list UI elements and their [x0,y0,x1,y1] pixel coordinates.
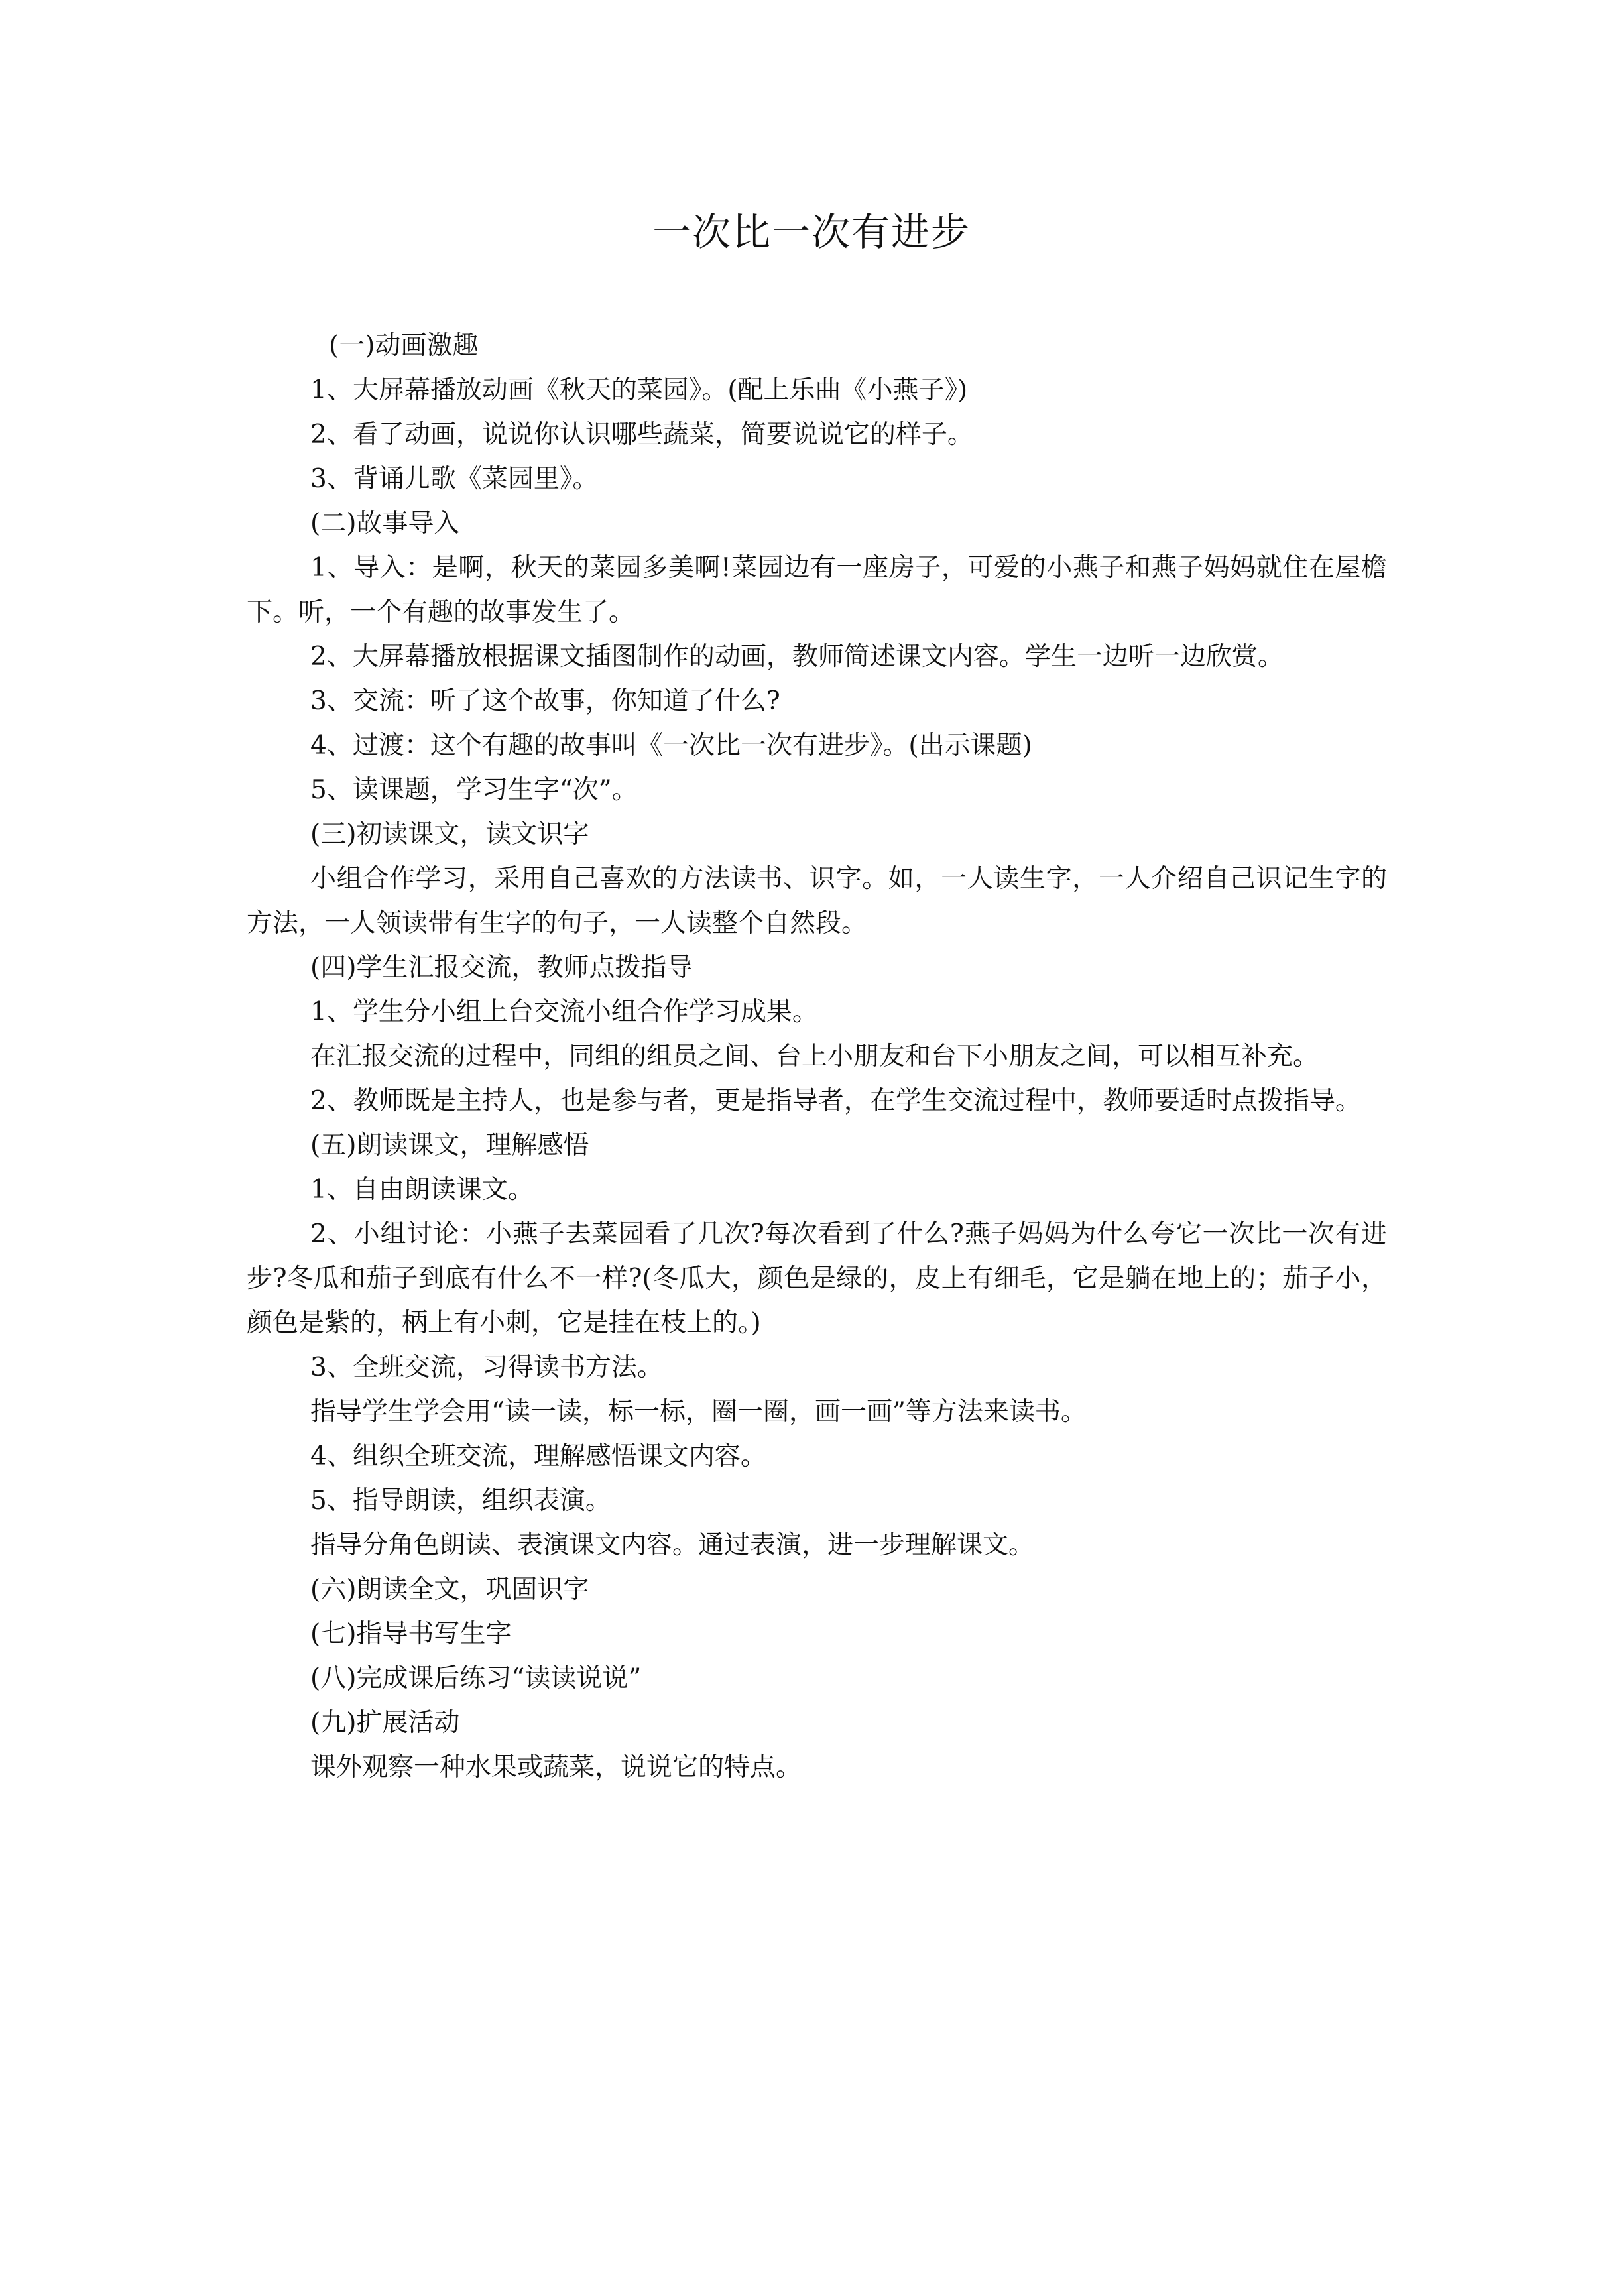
paragraph: 指导学生学会用“读一读，标一标，圈一圈，画一画”等方法来读书。 [310,1397,1087,1427]
paragraph: 4、组织全班交流，理解感悟课文内容。 [310,1441,766,1471]
paragraph: 1、大屏幕播放动画《秋天的菜园》。(配上乐曲《小燕子》) [310,375,968,405]
section-heading-9: (九)扩展活动 [310,1708,460,1738]
paragraph: 1、导入：是啊，秋天的菜园多美啊!菜园边有一座房子，可爱的小燕子和燕子妈妈就住在屋檐下。听，一个有趣的故事发生了。 [247,553,1387,627]
paragraph: 5、读课题，学习生字“次”。 [310,775,638,805]
section-heading-3: (三)初读课文，读文识字 [310,819,589,849]
paragraph: 指导分角色朗读、表演课文内容。通过表演，进一步理解课文。 [310,1530,1035,1560]
section-heading-4: (四)学生汇报交流，教师点拨指导 [310,953,693,983]
paragraph: 3、交流：听了这个故事，你知道了什么? [310,686,780,716]
section-heading-5: (五)朗读课文，理解感悟 [310,1130,589,1160]
section-heading-6: (六)朗读全文，巩固识字 [310,1575,589,1604]
section-heading-8: (八)完成课后练习“读读说说” [310,1663,642,1693]
paragraph: 3、全班交流，习得读书方法。 [310,1353,663,1382]
section-heading-1: (一)动画激趣 [329,331,479,361]
paragraph: 2、小组讨论：小燕子去菜园看了几次?每次看到了什么?燕子妈妈为什么夸它一次比一次有进步?冬瓜和茄子到底有什么不一样?(冬瓜大，颜色是绿的，皮上有细毛，它是躺在地上的；茄子小，颜色是紫的，柄上有小刺，它是挂在枝上的。) [247,1219,1387,1338]
paragraph: 3、背诵儿歌《菜园里》。 [310,464,599,494]
paragraph: 课外观察一种水果或蔬菜，说说它的特点。 [310,1752,802,1782]
paragraph: 小组合作学习，采用自己喜欢的方法读书、识字。如，一人读生字，一人介绍自己识记生字的方法，一人领读带有生字的句子，一人读整个自然段。 [247,864,1387,938]
paragraph: 5、指导朗读，组织表演。 [310,1486,611,1516]
paragraph: 1、学生分小组上台交流小组合作学习成果。 [310,997,818,1027]
paragraph: 1、自由朗读课文。 [310,1175,534,1205]
paragraph: 4、过渡：这个有趣的故事叫《一次比一次有进步》。(出示课题) [310,731,1032,760]
document-title: 一次比一次有进步 [652,210,971,255]
paragraph: 2、看了动画，说说你认识哪些蔬菜，简要说说它的样子。 [310,420,973,450]
paragraph: 2、教师既是主持人，也是参与者，更是指导者，在学生交流过程中，教师要适时点拨指导。 [310,1086,1361,1116]
paragraph: 2、大屏幕播放根据课文插图制作的动画，教师简述课文内容。学生一边听一边欣赏。 [310,642,1284,672]
section-heading-2: (二)故事导入 [310,509,460,538]
section-heading-7: (七)指导书写生字 [310,1619,512,1649]
document-body [247,324,1387,1789]
paragraph: 在汇报交流的过程中，同组的组员之间、台上小朋友和台下小朋友之间，可以相互补充。 [310,1042,1319,1071]
